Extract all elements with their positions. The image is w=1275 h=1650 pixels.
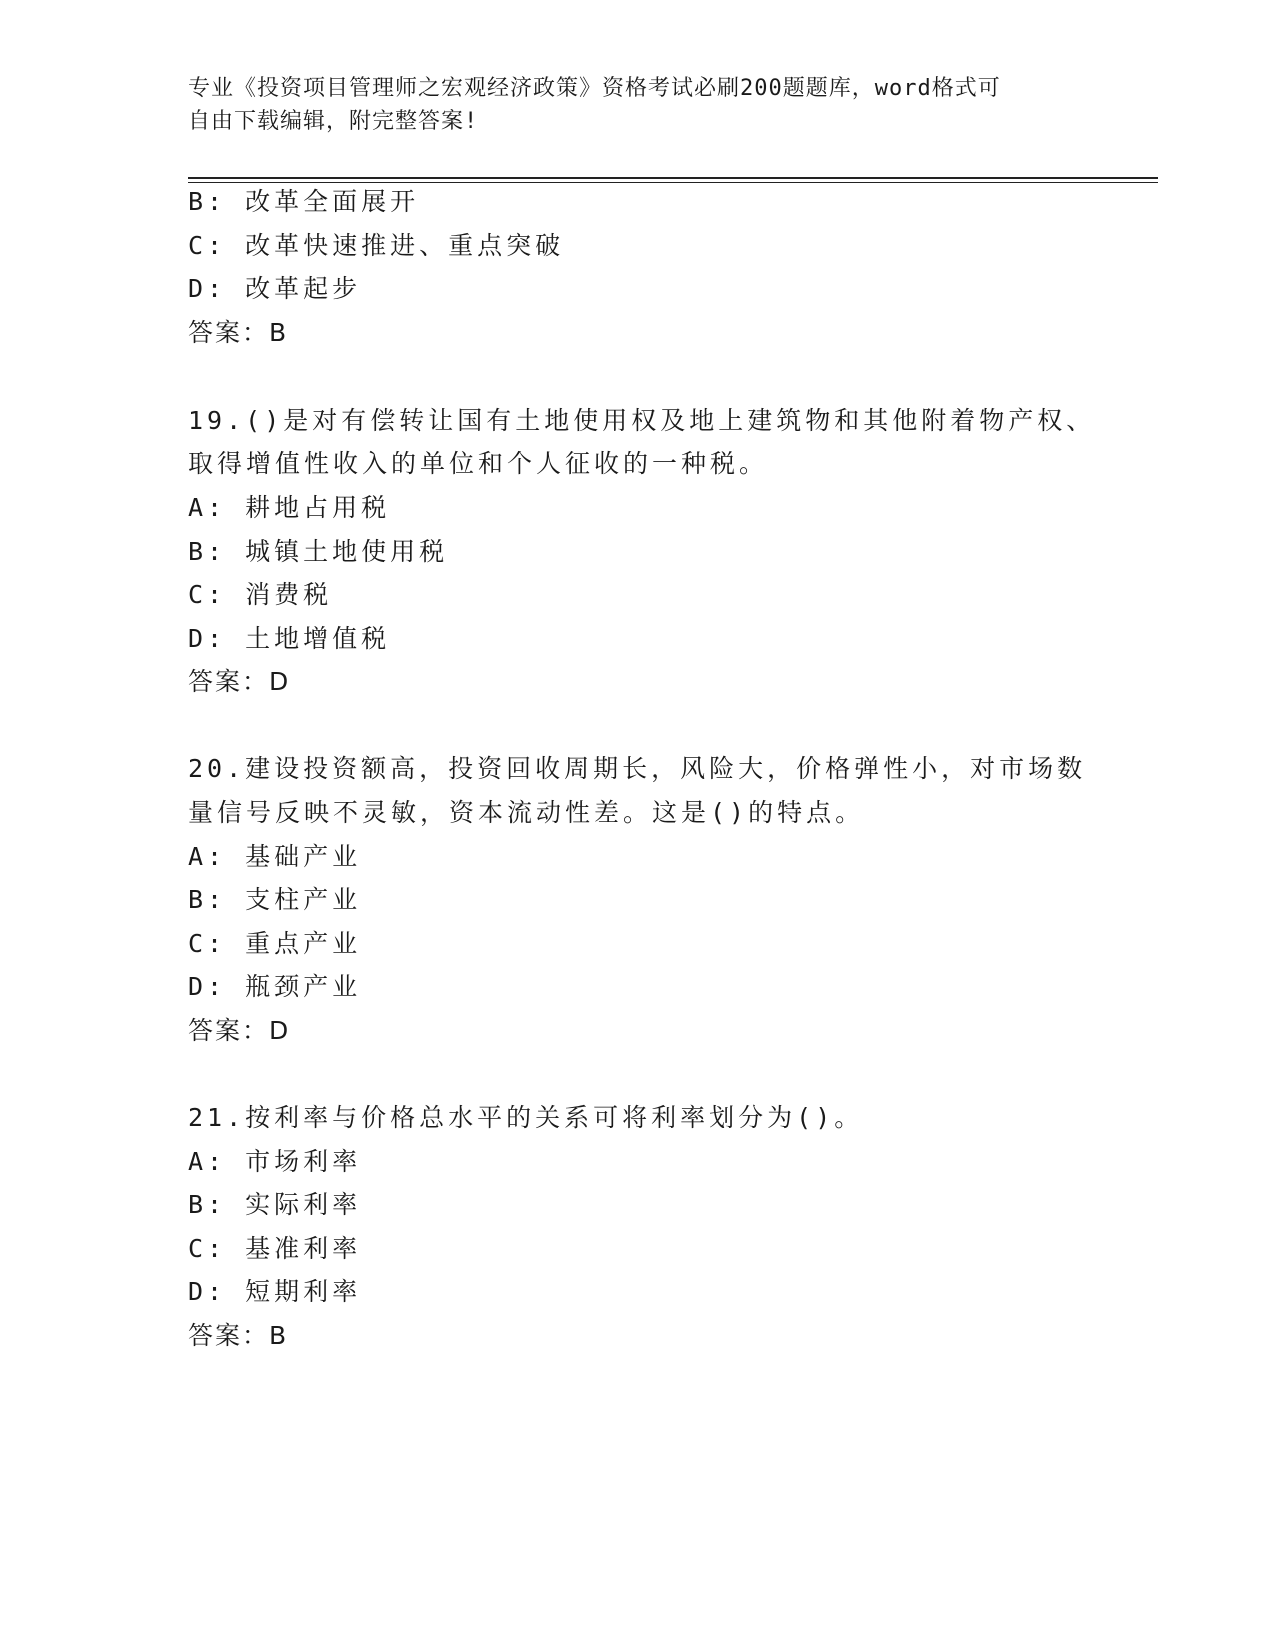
q21-option-d: D: 短期利率 <box>188 1277 362 1306</box>
prev-option-d: D: 改革起步 <box>188 274 362 303</box>
q20-stem-line-2: 量信号反映不灵敏，资本流动性差。这是()的特点。 <box>188 798 865 827</box>
prev-option-c: C: 改革快速推进、重点突破 <box>188 231 565 260</box>
q20-stem-line-1: 20.建设投资额高，投资回收周期长，风险大，价格弹性小，对市场数 <box>188 754 1087 783</box>
q19-option-b: B: 城镇土地使用税 <box>188 537 449 566</box>
q21-stem-line-1: 21.按利率与价格总水平的关系可将利率划分为()。 <box>188 1103 864 1132</box>
header-line-1: 专业《投资项目管理师之宏观经济政策》资格考试必刷200题题库，word格式可 <box>188 76 1001 101</box>
q20-answer: 答案：D <box>188 1016 291 1045</box>
q21-option-a: A: 市场利率 <box>188 1147 362 1176</box>
header-line-2: 自由下载编辑，附完整答案! <box>188 109 479 134</box>
header-divider <box>188 177 1158 183</box>
q20-option-a: A: 基础产业 <box>188 842 362 871</box>
q19-option-c: C: 消费税 <box>188 580 333 609</box>
q21-answer: 答案：B <box>188 1321 289 1350</box>
q19-stem-line-1: 19.()是对有偿转让国有土地使用权及地上建筑物和其他附着物产权、 <box>188 406 1096 435</box>
q19-option-d: D: 土地增值税 <box>188 624 391 653</box>
q20-option-b: B: 支柱产业 <box>188 885 362 914</box>
prev-option-b: B: 改革全面展开 <box>188 187 420 216</box>
prev-answer: 答案：B <box>188 318 289 347</box>
q20-option-d: D: 瓶颈产业 <box>188 972 362 1001</box>
q20-option-c: C: 重点产业 <box>188 929 362 958</box>
q21-option-c: C: 基准利率 <box>188 1234 362 1263</box>
q19-option-a: A: 耕地占用税 <box>188 493 391 522</box>
q21-option-b: B: 实际利率 <box>188 1190 362 1219</box>
q19-stem-line-2: 取得增值性收入的单位和个人征收的一种税。 <box>188 449 769 478</box>
document-header <box>188 72 1088 138</box>
q19-answer: 答案：D <box>188 667 291 696</box>
